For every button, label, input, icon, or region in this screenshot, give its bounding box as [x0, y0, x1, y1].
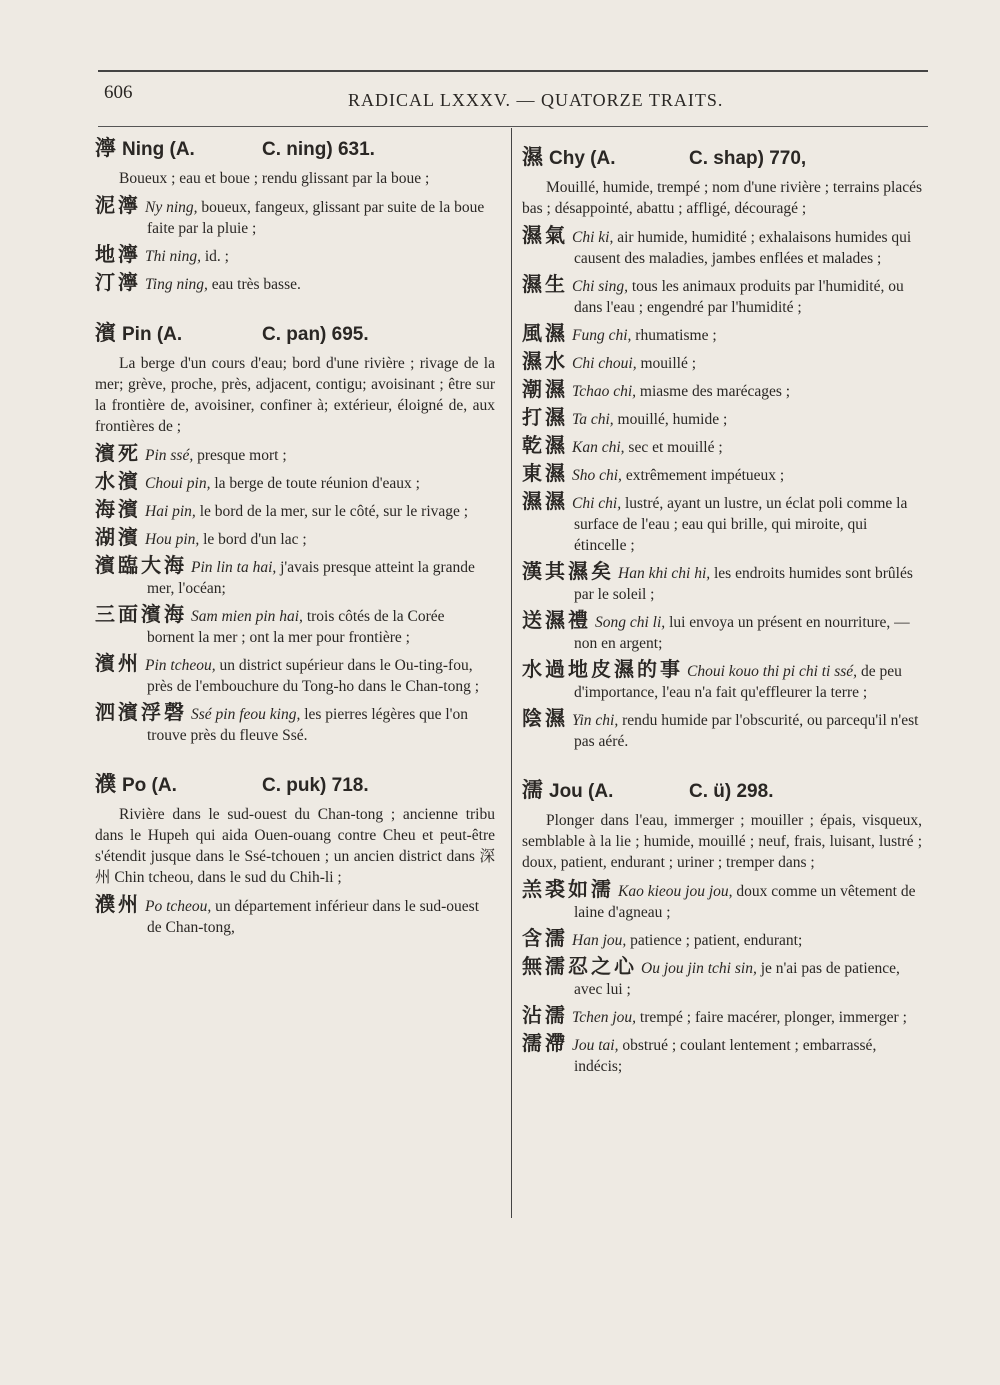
phrase-characters: 漢其濕矣	[522, 559, 614, 583]
phrase-meaning: boueux, fangeux, glissant par suite de la boue faite par la pluie ;	[147, 199, 485, 237]
phrase-romanization: Kao kieou jou jou,	[618, 883, 733, 900]
left-column	[95, 132, 495, 960]
entry-definition: Rivière dans le sud-ouest du Chan-tong ; ancienne tribu dans le Hupeh qui aida Ouen-ouang contre Cheu et peut-être s'étendit jusque dans le Ssé-tchouen ; un ancien district dans 深州 Chin tcheou, dans le sud du Chih-li ;	[95, 806, 495, 886]
phrase-romanization: Han khi chi hi,	[618, 565, 711, 582]
phrase-item	[522, 225, 922, 269]
phrase-meaning: de peu d'importance, l'eau n'a fait qu'effleurer la terre ;	[574, 663, 902, 701]
phrase-item	[95, 653, 495, 697]
phrase-romanization: Tchen jou,	[572, 1009, 637, 1026]
right-column	[522, 141, 922, 1099]
phrase-meaning: un district supérieur dans le Ou-ting-fou, près de l'embouchure du Tong-ho dans le Chan-tong ;	[147, 657, 480, 695]
head-cantonese: C. ning) 631.	[262, 139, 375, 160]
phrase-item	[522, 708, 922, 752]
phrase-characters: 三面濱海	[95, 602, 187, 626]
phrase-romanization: Ny ning,	[145, 199, 198, 216]
phrase-item	[95, 527, 495, 550]
phrase-romanization: Sam mien pin hai,	[191, 608, 303, 625]
phrase-romanization: Ssé pin feou king,	[191, 706, 301, 723]
phrase-meaning: les pierres légères que l'on trouve près du fleuve Ssé.	[147, 706, 468, 744]
phrase-characters: 陰濕	[522, 706, 568, 730]
phrase-meaning: trois côtés de la Corée bornent la mer ; ont la mer pour frontière ;	[147, 608, 445, 646]
phrase-characters: 濕氣	[522, 223, 568, 247]
head-character: 濕	[522, 145, 543, 169]
phrase-item	[522, 274, 922, 318]
phrase-meaning: lustré, ayant un lustre, un éclat poli comme la surface de l'eau ; eau qui brille, qui miroite, qui étincelle ;	[574, 495, 908, 554]
phrase-meaning: patience ; patient, endurant;	[626, 932, 803, 949]
phrase-meaning: le bord de la mer, sur le côté, sur le rivage ;	[195, 503, 469, 520]
phrase-characters: 汀濘	[95, 270, 141, 294]
phrase-characters: 濮州	[95, 892, 141, 916]
phrase-meaning: rhumatisme ;	[631, 327, 717, 344]
phrase-item	[522, 463, 922, 486]
dictionary-entry	[95, 768, 495, 938]
phrase-item	[522, 928, 922, 951]
phrase-meaning: mouillé, humide ;	[613, 411, 728, 428]
phrase-item	[95, 244, 495, 267]
phrase-meaning: rendu humide par l'obscurité, ou parcequ'il n'est pas aéré.	[574, 712, 919, 750]
phrase-characters: 濕濕	[522, 489, 568, 513]
phrase-romanization: Han jou,	[572, 932, 627, 949]
head-romanization: Pin (A.	[122, 324, 183, 345]
phrase-characters: 濱州	[95, 651, 141, 675]
phrase-meaning: sec et mouillé ;	[624, 439, 723, 456]
entry-definition: Plonger dans l'eau, immerger ; mouiller ; épais, visqueux, semblable à la lie ; humide, mouillé ; neuf, frais, luisant, lustré ; doux, patient, endurant ; uriner ; tremper dans ;	[522, 812, 922, 871]
phrase-characters: 濕生	[522, 272, 568, 296]
phrase-romanization: Jou tai,	[572, 1037, 619, 1054]
dictionary-entry	[522, 141, 922, 752]
phrase-meaning: j'avais presque atteint la grande mer, l'océan;	[147, 559, 475, 597]
phrase-meaning: obstrué ; coulant lentement ; embarrassé, indécis;	[574, 1037, 877, 1075]
phrase-meaning: la berge de toute réunion d'eaux ;	[210, 475, 420, 492]
head-character: 濮	[95, 772, 116, 796]
phrase-item	[95, 499, 495, 522]
phrase-romanization: Chi chi,	[572, 495, 622, 512]
head-romanization: Chy (A.	[549, 148, 616, 169]
phrase-item	[522, 379, 922, 402]
entry-definition: Mouillé, humide, trempé ; nom d'une rivière ; terrains placés bas ; désappointé, abattu ; affligé, découragé ;	[522, 179, 922, 217]
phrase-romanization: Hai pin,	[145, 503, 196, 520]
entry-heading	[95, 317, 495, 349]
phrase-meaning: extrêmement impétueux ;	[621, 467, 785, 484]
head-romanization: Ning (A.	[122, 139, 195, 160]
head-cantonese: C. puk) 718.	[262, 775, 369, 796]
phrase-item	[522, 610, 922, 654]
phrase-characters: 風濕	[522, 321, 568, 345]
phrase-item	[522, 1005, 922, 1028]
entry-heading	[522, 774, 922, 806]
dictionary-entry	[522, 774, 922, 1077]
phrase-romanization: Pin ssé,	[145, 447, 194, 464]
phrase-meaning: air humide, humidité ; exhalaisons humides qui causent des maladies, jambes enflées et malades ;	[574, 229, 912, 267]
phrase-romanization: Pin lin ta hai,	[191, 559, 277, 576]
entry-heading	[95, 768, 495, 800]
phrase-characters: 潮濕	[522, 377, 568, 401]
phrase-meaning: un département inférieur dans le sud-ouest de Chan-tong,	[147, 898, 480, 936]
running-title: RADICAL LXXXV. — QUATORZE TRAITS.	[348, 90, 724, 110]
phrase-meaning: tous les animaux produits par l'humidité, ou dans l'eau ; engendré par l'humidité ;	[574, 278, 904, 316]
phrase-romanization: Chi choui,	[572, 355, 637, 372]
head-character: 濘	[95, 136, 116, 160]
phrase-romanization: Pin tcheou,	[145, 657, 216, 674]
entry-heading	[95, 132, 495, 164]
phrase-item	[95, 443, 495, 466]
phrase-item	[95, 471, 495, 494]
phrase-item	[95, 702, 495, 746]
phrase-characters: 打濕	[522, 405, 568, 429]
phrase-meaning: presque mort ;	[193, 447, 287, 464]
phrase-item	[522, 491, 922, 556]
phrase-item	[522, 323, 922, 346]
phrase-characters: 乾濕	[522, 433, 568, 457]
head-cantonese: C. pan) 695.	[262, 324, 369, 345]
phrase-item	[95, 894, 495, 938]
head-romanization: Jou (A.	[549, 781, 614, 802]
phrase-item	[522, 879, 922, 923]
phrase-characters: 濕水	[522, 349, 568, 373]
phrase-characters: 水過地皮濕的事	[522, 657, 683, 681]
phrase-meaning: le bord d'un lac ;	[199, 531, 307, 548]
phrase-meaning: je n'ai pas de patience, avec lui ;	[574, 960, 900, 998]
phrase-romanization: Tchao chi,	[572, 383, 637, 400]
phrase-item	[522, 407, 922, 430]
phrase-romanization: Chi ki,	[572, 229, 614, 246]
head-character: 濡	[522, 778, 543, 802]
phrase-item	[95, 555, 495, 599]
phrase-romanization: Kan chi,	[572, 439, 625, 456]
phrase-item	[95, 272, 495, 295]
phrase-item	[522, 351, 922, 374]
page-header	[98, 70, 928, 130]
head-character: 濱	[95, 321, 116, 345]
phrase-romanization: Hou pin,	[145, 531, 200, 548]
dictionary-entry	[95, 317, 495, 746]
phrase-item	[522, 1033, 922, 1077]
phrase-characters: 海濱	[95, 497, 141, 521]
phrase-romanization: Sho chi,	[572, 467, 622, 484]
phrase-romanization: Yin chi,	[572, 712, 619, 729]
phrase-romanization: Fung chi,	[572, 327, 632, 344]
phrase-meaning: les endroits humides sont brûlés par le soleil ;	[574, 565, 913, 603]
entry-definition: Boueux ; eau et boue ; rendu glissant par la boue ;	[119, 170, 430, 187]
phrase-characters: 送濕禮	[522, 608, 591, 632]
phrase-characters: 東濕	[522, 461, 568, 485]
dictionary-entry	[95, 132, 495, 295]
phrase-item	[522, 561, 922, 605]
phrase-characters: 濱臨大海	[95, 553, 187, 577]
phrase-meaning: lui envoya un présent en nourriture, — non en argent;	[574, 614, 910, 652]
page-number: 606	[104, 82, 133, 103]
phrase-meaning: id. ;	[200, 248, 229, 265]
phrase-item	[95, 195, 495, 239]
phrase-romanization: Choui pin,	[145, 475, 211, 492]
phrase-characters: 泥濘	[95, 193, 141, 217]
phrase-romanization: Song chi li,	[595, 614, 666, 631]
phrase-characters: 泗濱浮磬	[95, 700, 187, 724]
column-divider	[511, 128, 512, 1218]
phrase-characters: 無濡忍之心	[522, 954, 637, 978]
phrase-characters: 濱死	[95, 441, 141, 465]
phrase-characters: 含濡	[522, 926, 568, 950]
phrase-item	[522, 659, 922, 703]
phrase-meaning: miasme des marécages ;	[636, 383, 791, 400]
phrase-meaning: eau très basse.	[207, 276, 301, 293]
phrase-romanization: Ou jou jin tchi sin,	[641, 960, 757, 977]
phrase-item	[522, 435, 922, 458]
phrase-romanization: Chi sing,	[572, 278, 628, 295]
phrase-romanization: Po tcheou,	[145, 898, 212, 915]
phrase-characters: 羔裘如濡	[522, 877, 614, 901]
header-rule	[98, 126, 928, 127]
phrase-meaning: doux comme un vêtement de laine d'agneau ;	[574, 883, 916, 921]
entry-heading	[522, 141, 922, 173]
entry-definition: La berge d'un cours d'eau; bord d'une rivière ; rivage de la mer; grève, proche, près, adjacent, contigu; avoisinant ; être sur la frontière de, avoisiner, confiner à; extérieur, éloigné de, aux frontières de ;	[95, 355, 495, 435]
phrase-meaning: trempé ; faire macérer, plonger, immerger ;	[636, 1009, 907, 1026]
head-cantonese: C. ü) 298.	[689, 781, 774, 802]
phrase-item	[522, 956, 922, 1000]
phrase-romanization: Ting ning,	[145, 276, 208, 293]
head-cantonese: C. shap) 770,	[689, 148, 807, 169]
phrase-romanization: Thi ning,	[145, 248, 201, 265]
phrase-romanization: Ta chi,	[572, 411, 614, 428]
phrase-characters: 濡滯	[522, 1031, 568, 1055]
phrase-romanization: Choui kouo thi pi chi ti ssé,	[687, 663, 858, 680]
head-romanization: Po (A.	[122, 775, 177, 796]
phrase-characters: 沾濡	[522, 1003, 568, 1027]
phrase-characters: 水濱	[95, 469, 141, 493]
phrase-characters: 湖濱	[95, 525, 141, 549]
phrase-characters: 地濘	[95, 242, 141, 266]
phrase-meaning: mouillé ;	[636, 355, 697, 372]
phrase-item	[95, 604, 495, 648]
